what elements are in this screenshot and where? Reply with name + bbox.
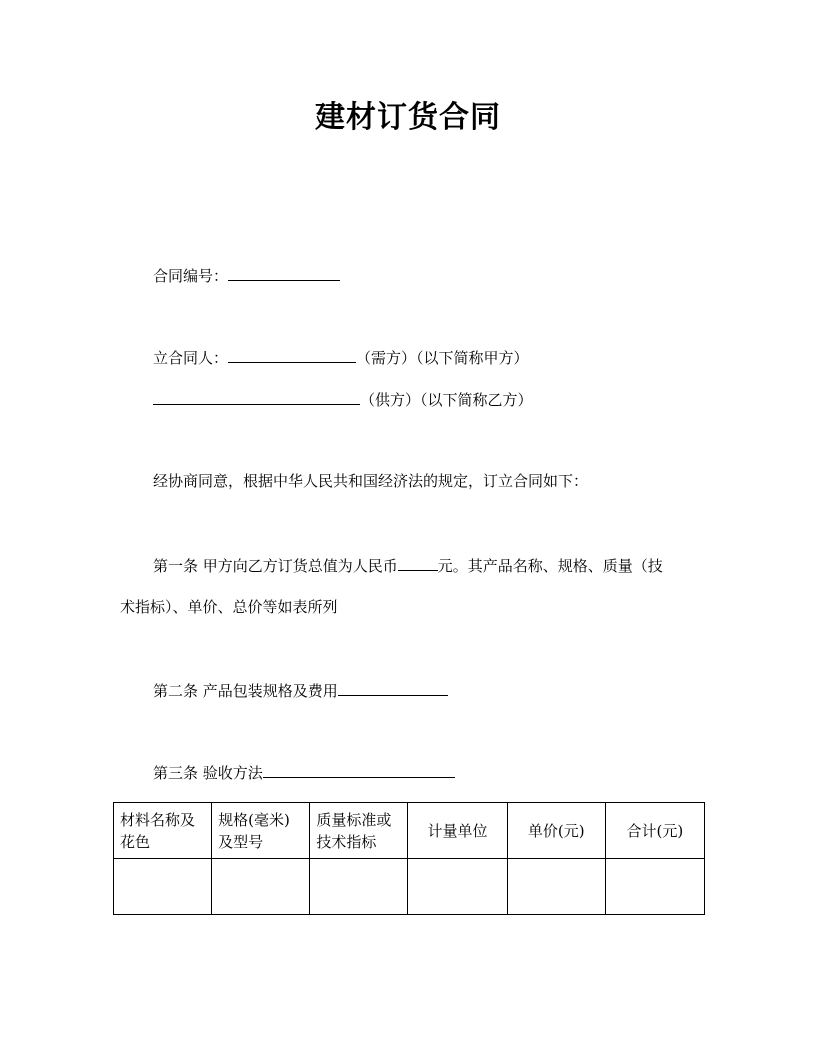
table-cell-spec[interactable]: [212, 859, 310, 915]
acceptance-method-blank[interactable]: [263, 761, 455, 778]
table-header-cell: 合计(元): [605, 803, 704, 859]
table-header-cell: 质量标准或技术指标: [310, 803, 408, 859]
article-3-line: [153, 761, 455, 783]
total-amount-blank[interactable]: [398, 554, 438, 571]
table-cell-unit[interactable]: [408, 859, 507, 915]
contract-number-line: [153, 264, 340, 286]
table-cell-total[interactable]: [605, 859, 704, 915]
order-table: [113, 802, 705, 915]
article-1-line: [153, 554, 663, 576]
article-2-text: 第二条 产品包装规格及费用: [153, 682, 338, 700]
article-2-line: [153, 679, 448, 701]
parties-label: 立合同人：: [153, 349, 229, 367]
table-row: [114, 859, 705, 915]
buyer-suffix: （需方）（以下简称甲方）: [356, 349, 529, 367]
article-1-prefix: 第一条 甲方向乙方订货总值为人民币: [153, 557, 398, 575]
table-header-row: [114, 803, 705, 859]
table-cell-quality[interactable]: [310, 859, 408, 915]
article-3-text: 第三条 验收方法: [153, 764, 263, 782]
table-header-cell: 计量单位: [408, 803, 507, 859]
contract-number-label: 合同编号：: [153, 267, 229, 285]
buyer-line: [153, 346, 529, 368]
table-cell-material[interactable]: [114, 859, 212, 915]
table-header-cell: 单价(元): [507, 803, 605, 859]
article-1-suffix: 元。其产品名称、规格、质量（技: [437, 557, 663, 575]
table-header-cell: 材料名称及花色: [114, 803, 212, 859]
seller-suffix: （供方）（以下简称乙方）: [360, 391, 533, 409]
buyer-name-blank[interactable]: [228, 346, 356, 363]
packaging-blank[interactable]: [338, 679, 448, 696]
table-header-cell: 规格(毫米)及型号: [212, 803, 310, 859]
seller-line: [153, 388, 533, 410]
table-cell-unit-price[interactable]: [507, 859, 605, 915]
seller-name-blank[interactable]: [153, 388, 360, 405]
intro-paragraph: 经协商同意，根据中华人民共和国经济法的规定，订立合同如下：: [153, 472, 589, 490]
document-title: 建材订货合同: [315, 100, 501, 135]
article-1-continuation: 术指标）、单价、总价等如表所列: [120, 598, 338, 616]
contract-number-blank[interactable]: [228, 264, 340, 281]
